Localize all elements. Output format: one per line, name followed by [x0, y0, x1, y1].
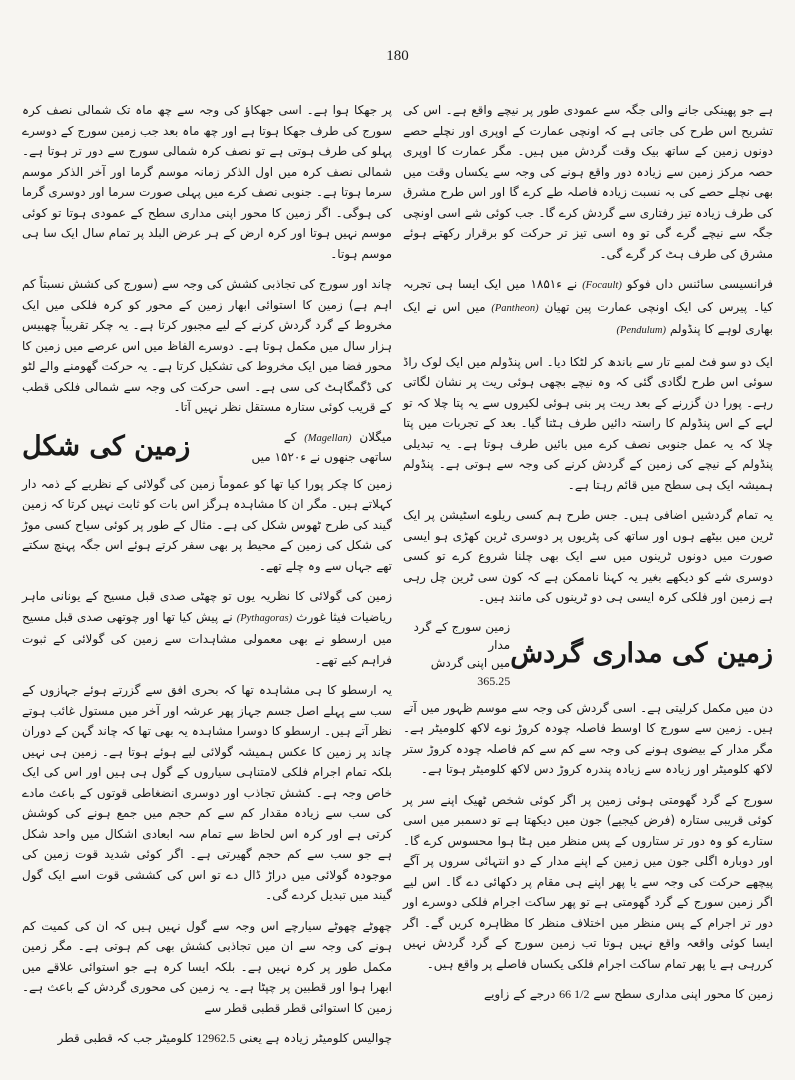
paragraph: سورج کے گرد گھومتی ہوئی زمین پر اگر کوئی شخص ٹھیک اپنے سر پر کوئی قریبی ستارہ (فرض کیجیے) جون میں دیکھتا ہے تو دسمبر میں اسی ستارے کو وہ دور تر ستاروں کے پس منظر میں ہٹا ہوا محسوس کرے گا۔ اور دوبارہ اگلی جون میں زمین کے اپنے مدار کے دو انتہائی سروں پر آگے پیچھے حرکت کی وجہ سے یا پھر اپنے ہی مقام پر دکھائی دے گا۔ اس لیے اگر زمین سورج کے گرد گھومتی ہے تو پھر ساکت اجرام فلکی دوسرے اور دور تر اجرام کے پس منظر میں اختلاف منظر کا مظاہرہ کریں گے۔ اگر ایسا کوئی واقعہ واقع نہیں ہوتا تب زمین سورج کے گرد گردش نہیں کررہی ہے یا پھر تمام ساکت اجرام فلکی یکساں فاصلے پر واقع ہیں۔ — [403, 792, 773, 971]
text: ایک ایسا ہی تجربہ کیا۔ پیرس کی ایک اونچی عمارت — [403, 277, 773, 314]
paragraph: پر جھکا ہوا ہے۔ اسی جھکاؤ کی وجہ سے چھ ماہ تک شمالی نصف کرہ سورج کی طرف جھکا ہوتا ہے اور چھ ماہ بعد جب زمین سورج کے دوسرے پہلو کی طرف ہوتی ہے تو نصف کرہ شمالی سورج سے دور تر ہوتا ہے۔ شمالی نصف کرہ میں اول الذکر زمانہ موسم گرما اور آخر الذکر موسم سرما ہوتا ہے۔ جنوبی نصف کرے میں پہلی صورت سرما اور دوسری گرما کی ہوگی۔ اگر زمین کا محور اپنی مداری سطح کے عمودی ہوتا تو کوئی موسم نہیں ہوتا اور کرہ ارض کے ہر عرض البلد پر تمام سال ایک سا ہی موسم ہوتا۔ — [22, 103, 392, 261]
heading-note — [252, 428, 392, 466]
paragraph: یہ ارسطو کا ہی مشاہدہ تھا کہ بحری افق سے گزرتے ہوئے جہازوں کے سب سے پہلے اصل جسم جہاز پھر عرشہ اور آخر میں مستول غائب ہوتے نظر آتے ہیں۔ ارسطو کا دوسرا مشاہدہ یہ بھی تھا کہ چاند گہن کے دوران چاند پر زمین کا عکس ہمیشہ گولائی لیے ہوئے ہوتا ہے۔ زمین ہی نہیں بلکہ تمام اجرام فلکی لامتناہی سیاروں کے گول ہی ہیں اور اس کی ایک خاص وجہ ہے۔ کشش تجاذب اور دوسری انضغاطی قوتوں کے باعث مادے کی سب سے زیادہ مقدار کم سے کم حجم میں جمع ہونے کی کوشش کرتی ہے اور کرہ اس لحاظ سے تمام سہ ابعادی اشکال میں واحد شکل ہے جو سب سے کم حجم گھیرتی ہے۔ اگر کوئی شدید قوت زمین کی موجودہ گولائی میں دراڑ ڈال دے تو اس کی کششی قوت اسے ایک گول گیند میں تبدیل کردے گی۔ — [22, 683, 392, 902]
text: نے پیش کیا تھا اور چوتھی صدی قبل مسیح میں ارسطو نے بھی معمولی مشاہدات سے زمین کی گولائی کے ثبوت فراہم کیے تھے۔ — [22, 609, 392, 667]
latin-term: (Focault) — [582, 280, 622, 291]
text: زمین کا محور اپنی مداری سطح سے — [593, 987, 773, 1001]
paragraph: ایک دو سو فٹ لمبے تار سے باندھ کر لٹکا دیا۔ اس پنڈولم میں ایک لوک راڈ سوئی اس طرح لگادی گئی کہ وہ نیچے بچھی ہوئی ریت پر نشان لگاتی رہے۔ پورا دن گزرنے کے بعد ریت پر بنی ہوئی لکیروں سے یہ پتا چلا کہ تو لہے کے اس پنڈولم کا راستہ دائیں طرف ہٹتا گیا۔ بعد کے تجربات میں پتا چلا کہ یہ عمل جنوبی نصف کرے میں بائیں طرف ہوتا ہے۔ یہ تبدیلی پنڈولم کے نیچے کی زمین کے گردش کرنے کی وجہ سے ہوتی ہے۔ پنڈولم ہمیشہ ایک ہی سطح میں قائم رہتا ہے۔ — [403, 354, 773, 492]
latin-term: (Magellan) — [304, 432, 352, 444]
paragraph — [403, 984, 773, 1005]
shape-heading-row — [22, 428, 392, 466]
paragraph: یہ تمام گردشیں اضافی ہیں۔ جس طرح ہم کسی ریلوے اسٹیشن پر ایک ٹرین میں بیٹھے ہوں اور ساتھ کی پٹریوں پر دوسری ٹرین کھڑی ہو ایسی صورت میں دونوں ٹرینوں میں سے ایک بھی چلنا شروع کرے تو کسی دوسری شے کو دیکھے بغیر یہ کہنا ناممکن ہے کہ کون سی ٹرین چل رہی ہے زمین اور فلکی کرہ ایسی ہی دو ٹرینوں کی مانند ہیں۔ — [403, 508, 773, 604]
number: 12962.5 — [196, 1031, 236, 1045]
text: نے — [566, 277, 578, 291]
paragraph: چاند اور سورج کی تجاذبی کشش کی وجہ سے (سورج کی کشش نسبتاً کم اہم ہے) زمین کا استوائی ابھار زمین کے محور کو کرہ فلکی میں ایک مخروط کے گرد گردش کرنے کے لیے مجبور کرتا ہے۔ یہ چکر تقریباً چھبیس ہزار سال میں مکمل ہوتا ہے۔ دوسرے الفاظ میں اس عرصے میں زمین کا محور فضا میں ایک مخروط کی تشکیل کرتا ہے۔ یہ حرکت گھومنے والے لٹو کی ڈگمگاہٹ کی سی ہے۔ اسی حرکت کی وجہ سے شمالی فلکی قطب کے قریب کوئی ستارہ مستقل نظر نہیں آتا۔ — [22, 277, 392, 414]
year: ۱۸۵۱ء — [530, 277, 562, 291]
text: فرانسیسی سائنس داں فوکو — [626, 277, 773, 291]
text: کے — [283, 429, 297, 444]
page-number: 180 — [386, 48, 409, 64]
text: کلومیٹر جب کہ قطبی قطر — [57, 1031, 193, 1045]
paragraph: زمین کا چکر پورا کیا تھا کو عموماً زمین کی گولائی کے نظریے کے ذمہ دار کہلاتے ہیں۔ مگر ان کا مشاہدہ ہرگز اس بات کو ثابت نہیں کرتا کہ زمین گیند کی طرح ٹھوس شکل کی ہے۔ مثال کے طور پر کوئی سیاح کسی موڑ کی شکل کی زمین کے محیط پر بھی سفر کرتے ہوئے اس جگہ پہنچ سکتے تھے جہاں سے وہ چلے تھے۔ — [22, 476, 392, 573]
paragraph: ہے جو پھینکی جانے والی جگہ سے عمودی طور پر نیچے واقع ہے۔ اس کی تشریح اس طرح کی جاتی ہے کہ اونچی عمارت کے اوپری اور نچلے حصے دونوں زمین کے ساتھ بیک وقت گردش میں ہیں۔ مگر عمارت کا اوپری حصہ مرکز زمین سے زیادہ دور واقع ہونے کی وجہ سے یکساں وقت میں بھی نچلے حصے کی بہ نسبت زیادہ فاصلہ طے کرے گا اور اس طرح مشرق کی طرف زیادہ تیز رفتاری سے گردش کرے گا۔ جب کوئی شے اسی اونچی جگہ سے نیچے گرے گی تو وہ اسی تیز تر حرکت کو برقرار رکھتے ہوئے مشرق کی طرف ہٹ کر گرے گی۔ — [403, 103, 773, 261]
section-heading: زمین کی شکل — [22, 430, 191, 462]
text: میں اپنی گردش — [430, 655, 511, 670]
text: چوالیس کلومیٹر زیادہ ہے یعنی — [239, 1031, 392, 1045]
paragraph: چھوٹے چھوٹے سیارچے اس وجہ سے گول نہیں ہیں کہ ان کی کمیت کم ہونے کی وجہ سے ان میں تجاذبی کشش بھی کم ہوتی ہے۔ مگر زمین مکمل طور پر کرہ نہیں ہے۔ بلکہ ایسا کرہ ہے جو استوائی علاقے میں ابھرا ہوا اور قطبین پر چپٹا ہے۔ یہ زمین کی محوری گردش کے باعث ہے۔ زمین کا استوائی قطر قطبی قطر سے — [22, 918, 392, 1015]
orbit-heading-row — [403, 618, 773, 690]
paragraph: دن میں مکمل کرلیتی ہے۔ اسی گردش کی وجہ سے موسم ظہور میں آتے ہیں۔ زمین سے سورج کا اوسط فاصلہ چودہ کروڑ نوے لاکھ کلومیٹر ہے۔ مگر مدار کے بیضوی ہونے کی وجہ سے کم سے کم فاصلہ چودہ کروڑ ستر لاکھ کلومیٹر اور زیادہ سے زیادہ پندرہ کروڑ دس لاکھ کلومیٹر ہوتا ہے۔ — [403, 700, 773, 776]
text: پین تھیان — [544, 299, 592, 314]
text: میگلان — [359, 429, 392, 444]
text: زمین کی گولائی کا نظریہ یوں تو چھٹی صدی قبل مسیح کے یونانی ماہر ریاضیات فیثا غورث — [22, 589, 392, 624]
latin-term: (Pythagoras) — [236, 612, 293, 624]
heading-note — [403, 618, 510, 690]
text: درجے کے زاویے — [484, 987, 556, 1001]
text: میں اس نے ایک بھاری لوہے کا پنڈولم — [403, 299, 773, 336]
paragraph — [22, 1028, 392, 1049]
text: میں — [506, 277, 526, 291]
text: ساتھی جنھوں نے — [309, 449, 392, 464]
year: ۱۵۲۰ء — [274, 449, 306, 464]
section-heading: زمین کی مداری گردش — [510, 637, 773, 669]
left-column — [22, 100, 392, 1059]
text: میں — [251, 449, 271, 464]
latin-term: (Pendulum) — [616, 325, 667, 336]
number: 365.25 — [477, 673, 511, 688]
number: 66 1/2 — [559, 987, 590, 1001]
text: زمین سورج کے گرد مدار — [413, 619, 511, 652]
focault-paragraph — [403, 274, 773, 342]
right-column — [403, 100, 773, 1015]
latin-term: (Pantheon) — [491, 302, 539, 314]
pythagoras-paragraph — [22, 586, 392, 670]
